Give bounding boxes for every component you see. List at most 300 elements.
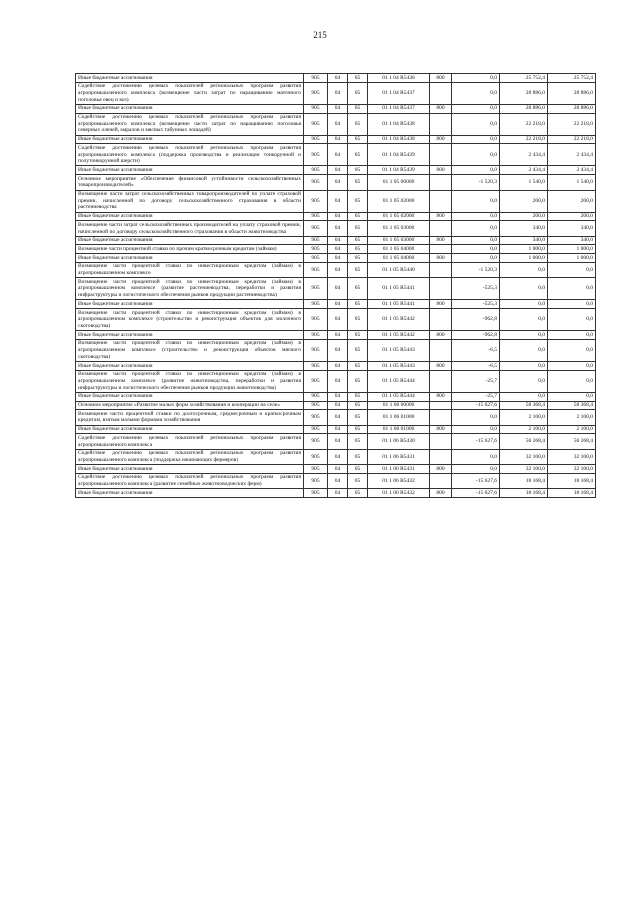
amount-year-2: 18 168,4	[548, 473, 596, 488]
amount-year-1: 2 100,0	[500, 410, 548, 425]
amount-year-2: 0,0	[548, 262, 596, 277]
row-name: Возмещение части затрат сельскохозяйственных производителей на уплату страховой премии, начисленной по договору сельскохозяйственного страхования в области животноводства	[76, 221, 304, 236]
table-row	[76, 339, 596, 361]
target-article-code: 01 1 05 04000	[368, 254, 430, 263]
target-article-code: 01 1 05 R5444	[368, 392, 430, 401]
amount-year-2: 56 268,4	[548, 434, 596, 449]
expense-type-code: 800	[430, 236, 452, 245]
amount-year-2: 2 434,4	[548, 144, 596, 166]
target-article-code: 01 1 05 00000	[368, 175, 430, 190]
section-code: 04	[328, 401, 348, 410]
amount-change: -525,3	[452, 278, 500, 300]
table-row	[76, 245, 596, 254]
expense-type-code	[430, 473, 452, 488]
subsection-code: 05	[348, 309, 368, 331]
target-article-code: 01 1 05 02000	[368, 190, 430, 212]
budget-table-body	[76, 74, 596, 498]
ministry-code: 905	[304, 425, 328, 434]
ministry-code: 905	[304, 339, 328, 361]
amount-change: 0,0	[452, 113, 500, 135]
section-code: 04	[328, 104, 348, 113]
section-code: 04	[328, 135, 348, 144]
expense-type-code: 800	[430, 104, 452, 113]
amount-year-1: 0,0	[500, 362, 548, 371]
subsection-code: 05	[348, 262, 368, 277]
expense-type-code	[430, 82, 452, 104]
amount-year-2: 0,0	[548, 362, 596, 371]
subsection-code: 05	[348, 113, 368, 135]
subsection-code: 05	[348, 449, 368, 464]
amount-change: -962,8	[452, 309, 500, 331]
ministry-code: 905	[304, 166, 328, 175]
row-name: Иные бюджетные ассигнования	[76, 300, 304, 309]
table-row	[76, 331, 596, 340]
subsection-code: 05	[348, 401, 368, 410]
table-row	[76, 82, 596, 104]
subsection-code: 05	[348, 278, 368, 300]
ministry-code: 905	[304, 82, 328, 104]
expense-type-code: 800	[430, 392, 452, 401]
section-code: 04	[328, 425, 348, 434]
amount-change: 0,0	[452, 190, 500, 212]
expense-type-code	[430, 113, 452, 135]
section-code: 04	[328, 262, 348, 277]
amount-year-1: 1 540,0	[500, 175, 548, 190]
amount-year-2: 0,0	[548, 339, 596, 361]
amount-year-2: 2 100,0	[548, 410, 596, 425]
amount-year-2: 200,0	[548, 190, 596, 212]
section-code: 04	[328, 465, 348, 474]
amount-change: -525,3	[452, 300, 500, 309]
row-name: Возмещение части процентной ставки по инвестиционным кредитам (займам) в агропромышленном комплексе (развитие животноводства, переработки и развития инфраструктуры и логистического обеспечения рынков продукции животноводства)	[76, 370, 304, 392]
amount-year-2: 28 886,0	[548, 104, 596, 113]
table-row	[76, 175, 596, 190]
section-code: 04	[328, 254, 348, 263]
target-article-code: 01 1 04 R5436	[368, 74, 430, 83]
target-article-code: 01 1 05 R5441	[368, 278, 430, 300]
target-article-code: 01 1 06 R5431	[368, 449, 430, 464]
expense-type-code: 800	[430, 212, 452, 221]
amount-change: -25,7	[452, 370, 500, 392]
row-name: Содействие достижению целевых показателей региональных программ развития агропромышленного комплекса (возмещение части затрат по наращиванию маточного поголовья овец и коз)	[76, 82, 304, 104]
row-name: Возмещение части процентной ставки по инвестиционным кредитам (займам) в агропромышленном комплексе (развитие растениеводства, переработки и развития инфраструктуры и логистического обеспечения рынков продукции растениеводства)	[76, 278, 304, 300]
amount-year-2: 32 100,0	[548, 449, 596, 464]
target-article-code: 01 1 05 R5443	[368, 362, 430, 371]
amount-change: 0,0	[452, 135, 500, 144]
section-code: 04	[328, 362, 348, 371]
target-article-code: 01 1 05 04000	[368, 245, 430, 254]
table-row	[76, 473, 596, 488]
ministry-code: 905	[304, 309, 328, 331]
ministry-code: 905	[304, 489, 328, 498]
expense-type-code: 800	[430, 425, 452, 434]
amount-year-1: 0,0	[500, 331, 548, 340]
amount-year-1: 18 168,4	[500, 489, 548, 498]
table-row	[76, 434, 596, 449]
section-code: 04	[328, 449, 348, 464]
expense-type-code	[430, 309, 452, 331]
amount-year-1: 28 886,0	[500, 82, 548, 104]
table-row	[76, 300, 596, 309]
subsection-code: 05	[348, 221, 368, 236]
section-code: 04	[328, 212, 348, 221]
ministry-code: 905	[304, 245, 328, 254]
subsection-code: 05	[348, 434, 368, 449]
amount-year-2: 32 100,0	[548, 465, 596, 474]
amount-year-2: 340,0	[548, 221, 596, 236]
expense-type-code: 800	[430, 166, 452, 175]
section-code: 04	[328, 434, 348, 449]
table-row	[76, 370, 596, 392]
target-article-code: 01 1 04 R5438	[368, 113, 430, 135]
table-row	[76, 362, 596, 371]
subsection-code: 05	[348, 166, 368, 175]
subsection-code: 05	[348, 473, 368, 488]
ministry-code: 905	[304, 392, 328, 401]
expense-type-code: 800	[430, 465, 452, 474]
expense-type-code: 800	[430, 300, 452, 309]
subsection-code: 05	[348, 410, 368, 425]
row-name: Содействие достижению целевых показателей региональных программ развития агропромышленного комплекса (возмещение части затрат по наращиванию поголовья северных оленей, маралов и мясных табунных лошадей)	[76, 113, 304, 135]
section-code: 04	[328, 113, 348, 135]
row-name: Возмещение части процентной ставки по инвестиционным кредитам (займам) в агропромышленном комплексе (строительство и реконструкция объектов мясного скотоводства)	[76, 339, 304, 361]
amount-year-2: 2 100,0	[548, 425, 596, 434]
amount-change: 0,0	[452, 254, 500, 263]
table-row	[76, 104, 596, 113]
ministry-code: 905	[304, 236, 328, 245]
table-row	[76, 166, 596, 175]
row-name: Иные бюджетные ассигнования	[76, 489, 304, 498]
ministry-code: 905	[304, 221, 328, 236]
section-code: 04	[328, 331, 348, 340]
ministry-code: 905	[304, 465, 328, 474]
amount-change: 0,0	[452, 236, 500, 245]
subsection-code: 05	[348, 212, 368, 221]
subsection-code: 05	[348, 254, 368, 263]
ministry-code: 905	[304, 410, 328, 425]
amount-year-2: 0,0	[548, 300, 596, 309]
target-article-code: 01 1 06 01000	[368, 410, 430, 425]
subsection-code: 05	[348, 300, 368, 309]
section-code: 04	[328, 489, 348, 498]
section-code: 04	[328, 82, 348, 104]
amount-year-2: 200,0	[548, 212, 596, 221]
expense-type-code	[430, 370, 452, 392]
ministry-code: 905	[304, 300, 328, 309]
target-article-code: 01 1 06 00000	[368, 401, 430, 410]
subsection-code: 05	[348, 74, 368, 83]
amount-year-1: 200,0	[500, 190, 548, 212]
row-name: Возмещение части процентной ставки по инвестиционным кредитам (займам) в агропромышленном комплексе (строительство и реконструкция объектов для молочного скотоводства)	[76, 309, 304, 331]
subsection-code: 05	[348, 331, 368, 340]
page-number: 215	[313, 30, 327, 40]
section-code: 04	[328, 309, 348, 331]
amount-year-1: 28 886,0	[500, 104, 548, 113]
table-row	[76, 74, 596, 83]
table-row	[76, 278, 596, 300]
amount-year-2: 2 434,4	[548, 166, 596, 175]
table-row	[76, 465, 596, 474]
expense-type-code	[430, 190, 452, 212]
table-row	[76, 392, 596, 401]
subsection-code: 05	[348, 425, 368, 434]
amount-year-1: 1 000,0	[500, 254, 548, 263]
subsection-code: 05	[348, 362, 368, 371]
expense-type-code	[430, 221, 452, 236]
expense-type-code: 800	[430, 135, 452, 144]
target-article-code: 01 1 06 R5432	[368, 473, 430, 488]
table-row	[76, 212, 596, 221]
subsection-code: 05	[348, 144, 368, 166]
target-article-code: 01 1 05 R5442	[368, 331, 430, 340]
section-code: 04	[328, 300, 348, 309]
row-name: Возмещение части процентной ставки по долгосрочным, среднесрочным и краткосрочным кредитам, взятым малыми формами хозяйствования	[76, 410, 304, 425]
subsection-code: 05	[348, 236, 368, 245]
expense-type-code: 800	[430, 74, 452, 83]
amount-change: -15 627,6	[452, 473, 500, 488]
amount-year-1: 0,0	[500, 392, 548, 401]
ministry-code: 905	[304, 262, 328, 277]
table-row	[76, 309, 596, 331]
ministry-code: 905	[304, 401, 328, 410]
amount-change: -1 520,3	[452, 262, 500, 277]
section-code: 04	[328, 339, 348, 361]
amount-change: -25,7	[452, 392, 500, 401]
expense-type-code	[430, 262, 452, 277]
expense-type-code	[430, 175, 452, 190]
target-article-code: 01 1 05 03000	[368, 221, 430, 236]
subsection-code: 05	[348, 339, 368, 361]
amount-year-1: 58 368,4	[500, 401, 548, 410]
amount-year-2: 1 540,0	[548, 175, 596, 190]
target-article-code: 01 1 06 R5432	[368, 489, 430, 498]
amount-change: 0,0	[452, 144, 500, 166]
row-name: Иные бюджетные ассигнования	[76, 362, 304, 371]
amount-year-1: 18 168,4	[500, 473, 548, 488]
amount-year-1: 2 100,0	[500, 425, 548, 434]
target-article-code: 01 1 04 R5438	[368, 135, 430, 144]
row-name: Иные бюджетные ассигнования	[76, 254, 304, 263]
table-row	[76, 425, 596, 434]
ministry-code: 905	[304, 331, 328, 340]
expense-type-code: 800	[430, 254, 452, 263]
amount-year-2: 0,0	[548, 392, 596, 401]
amount-year-1: 340,0	[500, 221, 548, 236]
row-name: Основное мероприятие «Развитие малых форм хозяйствования и кооперации на селе»	[76, 401, 304, 410]
section-code: 04	[328, 473, 348, 488]
section-code: 04	[328, 221, 348, 236]
amount-year-2: 25 752,4	[548, 74, 596, 83]
amount-change: 0,0	[452, 245, 500, 254]
ministry-code: 905	[304, 104, 328, 113]
target-article-code: 01 1 04 R5439	[368, 166, 430, 175]
table-row	[76, 113, 596, 135]
subsection-code: 05	[348, 489, 368, 498]
subsection-code: 05	[348, 104, 368, 113]
table-row	[76, 190, 596, 212]
amount-change: 0,0	[452, 212, 500, 221]
section-code: 04	[328, 74, 348, 83]
row-name: Иные бюджетные ассигнования	[76, 135, 304, 144]
amount-year-2: 22 218,0	[548, 113, 596, 135]
table-row	[76, 144, 596, 166]
target-article-code: 01 1 04 R5437	[368, 104, 430, 113]
amount-year-1: 56 268,4	[500, 434, 548, 449]
amount-year-1: 0,0	[500, 339, 548, 361]
target-article-code: 01 1 05 R5440	[368, 262, 430, 277]
subsection-code: 05	[348, 370, 368, 392]
amount-year-1: 2 434,4	[500, 144, 548, 166]
expense-type-code	[430, 144, 452, 166]
ministry-code: 905	[304, 190, 328, 212]
expense-type-code	[430, 401, 452, 410]
amount-change: 0,0	[452, 410, 500, 425]
section-code: 04	[328, 410, 348, 425]
amount-year-1: 0,0	[500, 278, 548, 300]
amount-change: -15 627,6	[452, 401, 500, 410]
amount-change: 0,0	[452, 221, 500, 236]
ministry-code: 905	[304, 212, 328, 221]
amount-year-1: 200,0	[500, 212, 548, 221]
table-row	[76, 221, 596, 236]
ministry-code: 905	[304, 362, 328, 371]
amount-year-1: 32 100,0	[500, 449, 548, 464]
amount-change: -6,5	[452, 362, 500, 371]
ministry-code: 905	[304, 175, 328, 190]
table-row	[76, 449, 596, 464]
ministry-code: 905	[304, 135, 328, 144]
amount-year-2: 0,0	[548, 278, 596, 300]
expense-type-code	[430, 339, 452, 361]
row-name: Содействие достижению целевых показателей региональных программ развития агропромышленного комплекса (поддержка начинающих фермеров)	[76, 449, 304, 464]
row-name: Содействие достижению целевых показателей региональных программ развития агропромышленного комплекса (развитие семейных животноводческих ферм)	[76, 473, 304, 488]
ministry-code: 905	[304, 74, 328, 83]
row-name: Иные бюджетные ассигнования	[76, 104, 304, 113]
table-row	[76, 135, 596, 144]
amount-year-2: 0,0	[548, 331, 596, 340]
target-article-code: 01 1 04 R5439	[368, 144, 430, 166]
budget-table	[75, 73, 596, 498]
amount-change: -15 627,6	[452, 434, 500, 449]
row-name: Возмещение части процентной ставки по инвестиционным кредитам (займам) в агропромышленном комплексе	[76, 262, 304, 277]
amount-change: 0,0	[452, 425, 500, 434]
ministry-code: 905	[304, 449, 328, 464]
amount-change: -1 520,3	[452, 175, 500, 190]
expense-type-code: 800	[430, 489, 452, 498]
table-row	[76, 401, 596, 410]
section-code: 04	[328, 370, 348, 392]
expense-type-code: 800	[430, 362, 452, 371]
target-article-code: 01 1 05 R5444	[368, 370, 430, 392]
subsection-code: 05	[348, 175, 368, 190]
row-name: Иные бюджетные ассигнования	[76, 465, 304, 474]
table-row	[76, 410, 596, 425]
ministry-code: 905	[304, 278, 328, 300]
section-code: 04	[328, 175, 348, 190]
amount-year-1: 0,0	[500, 300, 548, 309]
amount-year-2: 340,0	[548, 236, 596, 245]
section-code: 04	[328, 392, 348, 401]
row-name: Содействие достижению целевых показателей региональных программ развития агропромышленного комплекса (поддержка производства и реализации тонкорунной и полутонкорунной шерсти)	[76, 144, 304, 166]
amount-change: 0,0	[452, 465, 500, 474]
amount-year-1: 32 100,0	[500, 465, 548, 474]
row-name: Иные бюджетные ассигнования	[76, 425, 304, 434]
amount-year-2: 22 218,0	[548, 135, 596, 144]
section-code: 04	[328, 278, 348, 300]
table-row	[76, 254, 596, 263]
amount-year-1: 22 218,0	[500, 135, 548, 144]
amount-change: -6,5	[452, 339, 500, 361]
amount-year-2: 58 368,4	[548, 401, 596, 410]
amount-change: -15 627,6	[452, 489, 500, 498]
row-name: Иные бюджетные ассигнования	[76, 236, 304, 245]
amount-year-1: 25 752,4	[500, 74, 548, 83]
table-row	[76, 236, 596, 245]
amount-change: 0,0	[452, 104, 500, 113]
subsection-code: 05	[348, 245, 368, 254]
amount-year-2: 0,0	[548, 309, 596, 331]
amount-year-1: 2 434,4	[500, 166, 548, 175]
target-article-code: 01 1 05 R5441	[368, 300, 430, 309]
section-code: 04	[328, 190, 348, 212]
expense-type-code	[430, 410, 452, 425]
ministry-code: 905	[304, 370, 328, 392]
row-name: Иные бюджетные ассигнования	[76, 331, 304, 340]
row-name: Возмещение части процентной ставки по прочим краткосрочным кредитам (займам)	[76, 245, 304, 254]
target-article-code: 01 1 05 02000	[368, 212, 430, 221]
row-name: Иные бюджетные ассигнования	[76, 166, 304, 175]
amount-year-2: 18 168,4	[548, 489, 596, 498]
row-name: Иные бюджетные ассигнования	[76, 212, 304, 221]
subsection-code: 05	[348, 82, 368, 104]
amount-year-2: 0,0	[548, 370, 596, 392]
row-name: Основное мероприятие «Обеспечение финансовой устойчивости сельскохозяйственных товаропроизводителей»	[76, 175, 304, 190]
target-article-code: 01 1 05 R5442	[368, 309, 430, 331]
amount-change: 0,0	[452, 166, 500, 175]
expense-type-code	[430, 434, 452, 449]
amount-change: -962,8	[452, 331, 500, 340]
amount-year-1: 0,0	[500, 309, 548, 331]
table-row	[76, 262, 596, 277]
ministry-code: 905	[304, 473, 328, 488]
target-article-code: 01 1 06 R5430	[368, 434, 430, 449]
amount-year-1: 22 218,0	[500, 113, 548, 135]
amount-year-2: 28 886,0	[548, 82, 596, 104]
amount-year-2: 1 000,0	[548, 245, 596, 254]
section-code: 04	[328, 144, 348, 166]
expense-type-code	[430, 245, 452, 254]
section-code: 04	[328, 236, 348, 245]
row-name: Иные бюджетные ассигнования	[76, 392, 304, 401]
amount-year-2: 1 000,0	[548, 254, 596, 263]
amount-year-1: 0,0	[500, 262, 548, 277]
amount-change: 0,0	[452, 449, 500, 464]
amount-year-1: 1 000,0	[500, 245, 548, 254]
subsection-code: 05	[348, 392, 368, 401]
subsection-code: 05	[348, 190, 368, 212]
amount-year-1: 340,0	[500, 236, 548, 245]
subsection-code: 05	[348, 135, 368, 144]
target-article-code: 01 1 04 R5437	[368, 82, 430, 104]
target-article-code: 01 1 05 03000	[368, 236, 430, 245]
amount-change: 0,0	[452, 74, 500, 83]
amount-year-1: 0,0	[500, 370, 548, 392]
ministry-code: 905	[304, 144, 328, 166]
row-name: Возмещение части затрат сельскохозяйственных товаропроизводителей по уплате страховой премии, начисленной по договору сельскохозяйственного страхования в области растениеводства	[76, 190, 304, 212]
target-article-code: 01 1 06 R5431	[368, 465, 430, 474]
subsection-code: 05	[348, 465, 368, 474]
row-name: Содействие достижению целевых показателей региональных программ развития агропромышленного комплекса	[76, 434, 304, 449]
